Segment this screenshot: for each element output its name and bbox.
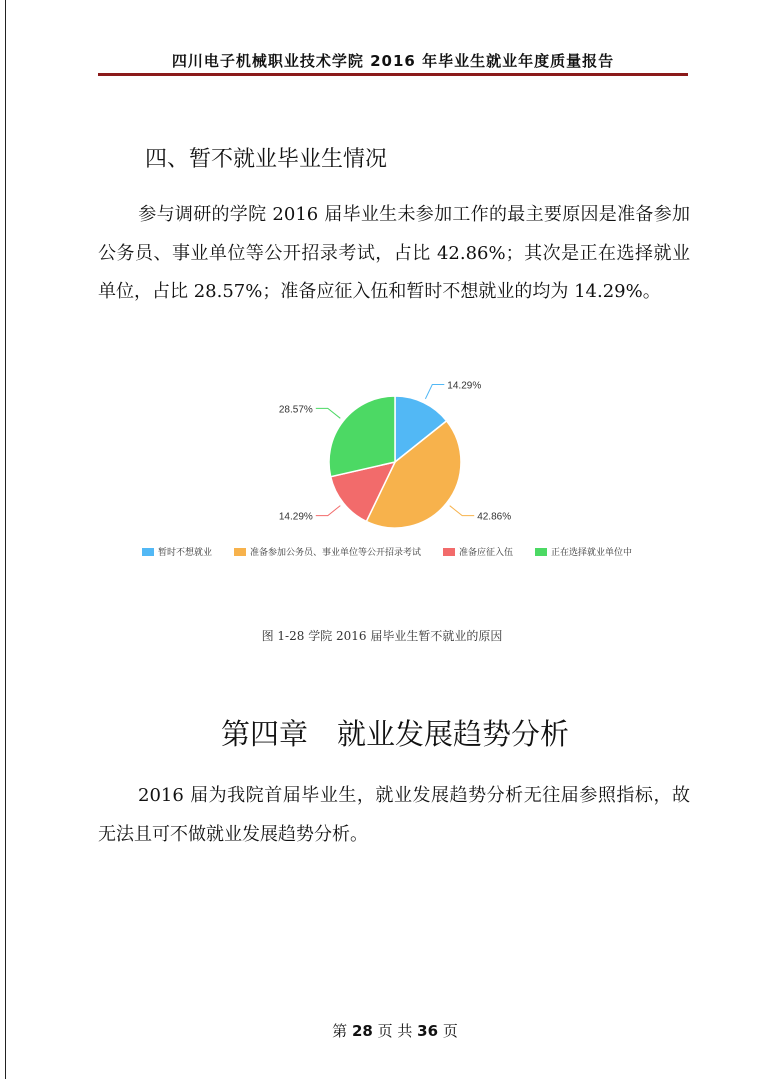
legend-label-4: 正在选择就业单位中: [551, 547, 633, 557]
legend-label-1: 暂时不想就业: [158, 547, 213, 557]
legend-swatch-3: [443, 548, 455, 556]
paragraph-reasons: [98, 196, 690, 312]
chapter-title: 第四章 就业发展趋势分析: [220, 717, 569, 751]
paragraph-trend-text: 2016 届为我院首届毕业生，就业发展趋势分析无往届参照指标，故无法且可不做就业发展趋势分析。: [98, 785, 690, 845]
paragraph-trend: [98, 777, 690, 854]
pie-data-label-2: 42.86%: [477, 511, 512, 523]
header-rule: [98, 73, 688, 76]
footer-suffix: 页: [442, 1022, 458, 1040]
legend-swatch-2: [234, 548, 246, 556]
page-footer: [0, 1020, 764, 1041]
page-border-line: [5, 0, 6, 1079]
legend-label-3: 准备应征入伍: [459, 547, 514, 557]
paragraph-reasons-text: 参与调研的学院 2016 届毕业生未参加工作的最主要原因是准备参加公务员、事业单位等公开招录考试，占比 42.86%；其次是正在选择就业单位，占比 28.57%；准备应征入伍和暂时不想就业的均为 14.29%。: [98, 204, 690, 302]
legend-label-2: 准备参加公务员、事业单位等公开招录考试: [250, 547, 422, 557]
pie-leader-2: [450, 506, 475, 516]
pie-data-label-4: 28.57%: [278, 404, 313, 416]
pie-data-label-1: 14.29%: [447, 380, 482, 392]
legend-swatch-4: [535, 548, 547, 556]
pie-leader-3: [316, 506, 341, 516]
figure-caption: 图 1-28 学院 2016 届毕业生暂不就业的原因: [261, 629, 503, 643]
footer-page-number: 28: [351, 1022, 373, 1040]
footer-total-pages: 36: [417, 1022, 439, 1040]
legend-swatch-1: [142, 548, 154, 556]
pie-leader-1: [425, 385, 444, 399]
footer-prefix: 第: [332, 1022, 348, 1040]
pie-data-label-3: 14.29%: [278, 511, 313, 523]
footer-middle: 页 共: [377, 1022, 413, 1040]
page-header: 四川电子机械职业技术学院 2016 年毕业生就业年度质量报告: [171, 52, 615, 70]
pie-leader-4: [316, 408, 341, 418]
pie-chart: [130, 365, 670, 575]
section-title: 四、暂不就业毕业生情况: [145, 147, 388, 172]
pie-slice-4: [329, 396, 395, 477]
